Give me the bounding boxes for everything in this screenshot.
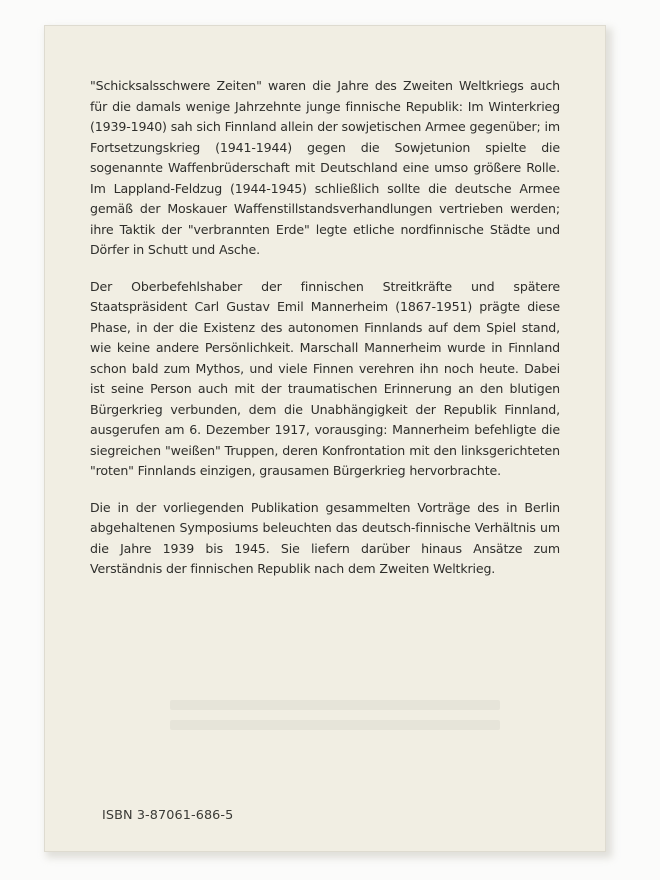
blurb-text — [90, 76, 560, 596]
blurb-paragraph-1: "Schicksalsschwere Zeiten" waren die Jahre des Zweiten Weltkriegs auch für die damals wenige Jahrzehnte junge finnische Republik: Im Winterkrieg (1939-1940) sah sich Finnland allein der sowjetischen Armee gegenüber; im Fortsetzungskrieg (1941-1944) gegen die Sowjetunion spielte die sogenannte Waffenbrüderschaft mit Deutschland eine umso größere Rolle. Im Lappland-Feldzug (1944-1945) schließlich sollte die deutsche Armee gemäß der Moskauer Waffenstillstandsverhandlungen vertrieben werden; ihre Taktik der "verbrannten Erde" legte etliche nordfinnische Städte und Dörfer in Schutt und Asche. — [90, 78, 560, 257]
blurb-paragraph-3: Die in der vorliegenden Publikation gesammelten Vorträge des in Berlin abgehaltenen Symposiums beleuchten das deutsch-finnische Verhältnis um die Jahre 1939 bis 1945. Sie liefern darüber hinaus Ansätze zum Verständnis der finnischen Republik nach dem Zweiten Weltkrieg. — [90, 499, 560, 576]
blurb-paragraph-2: Der Oberbefehlshaber der finnischen Streitkräfte und spätere Staatspräsident Carl Gustav Emil Mannerheim (1867-1951) prägte diese Phase, in der die Existenz des autonomen Finnlands auf dem Spiel stand, wie keine andere Persönlichkeit. Marschall Mannerheim wurde in Finnland schon bald zum Mythos, und viele Finnen verehren ihn noch heute. Dabei ist seine Person auch mit der traumatischen Erinnerung an den blutigen Bürgerkrieg verbunden, dem die Unabhängigkeit der Republik Finnland, ausgerufen am 6. Dezember 1917, vorausging: Mannerheim befehligte die siegreichen "weißen" Truppen, deren Konfrontation mit den linksgerichteten "roten" Finnlands einzigen, grausamen Bürgerkrieg hervorbrachte. — [90, 278, 560, 478]
isbn-label: ISBN 3-87061-686-5 — [102, 808, 234, 823]
bleed-through-shadow — [170, 700, 500, 760]
